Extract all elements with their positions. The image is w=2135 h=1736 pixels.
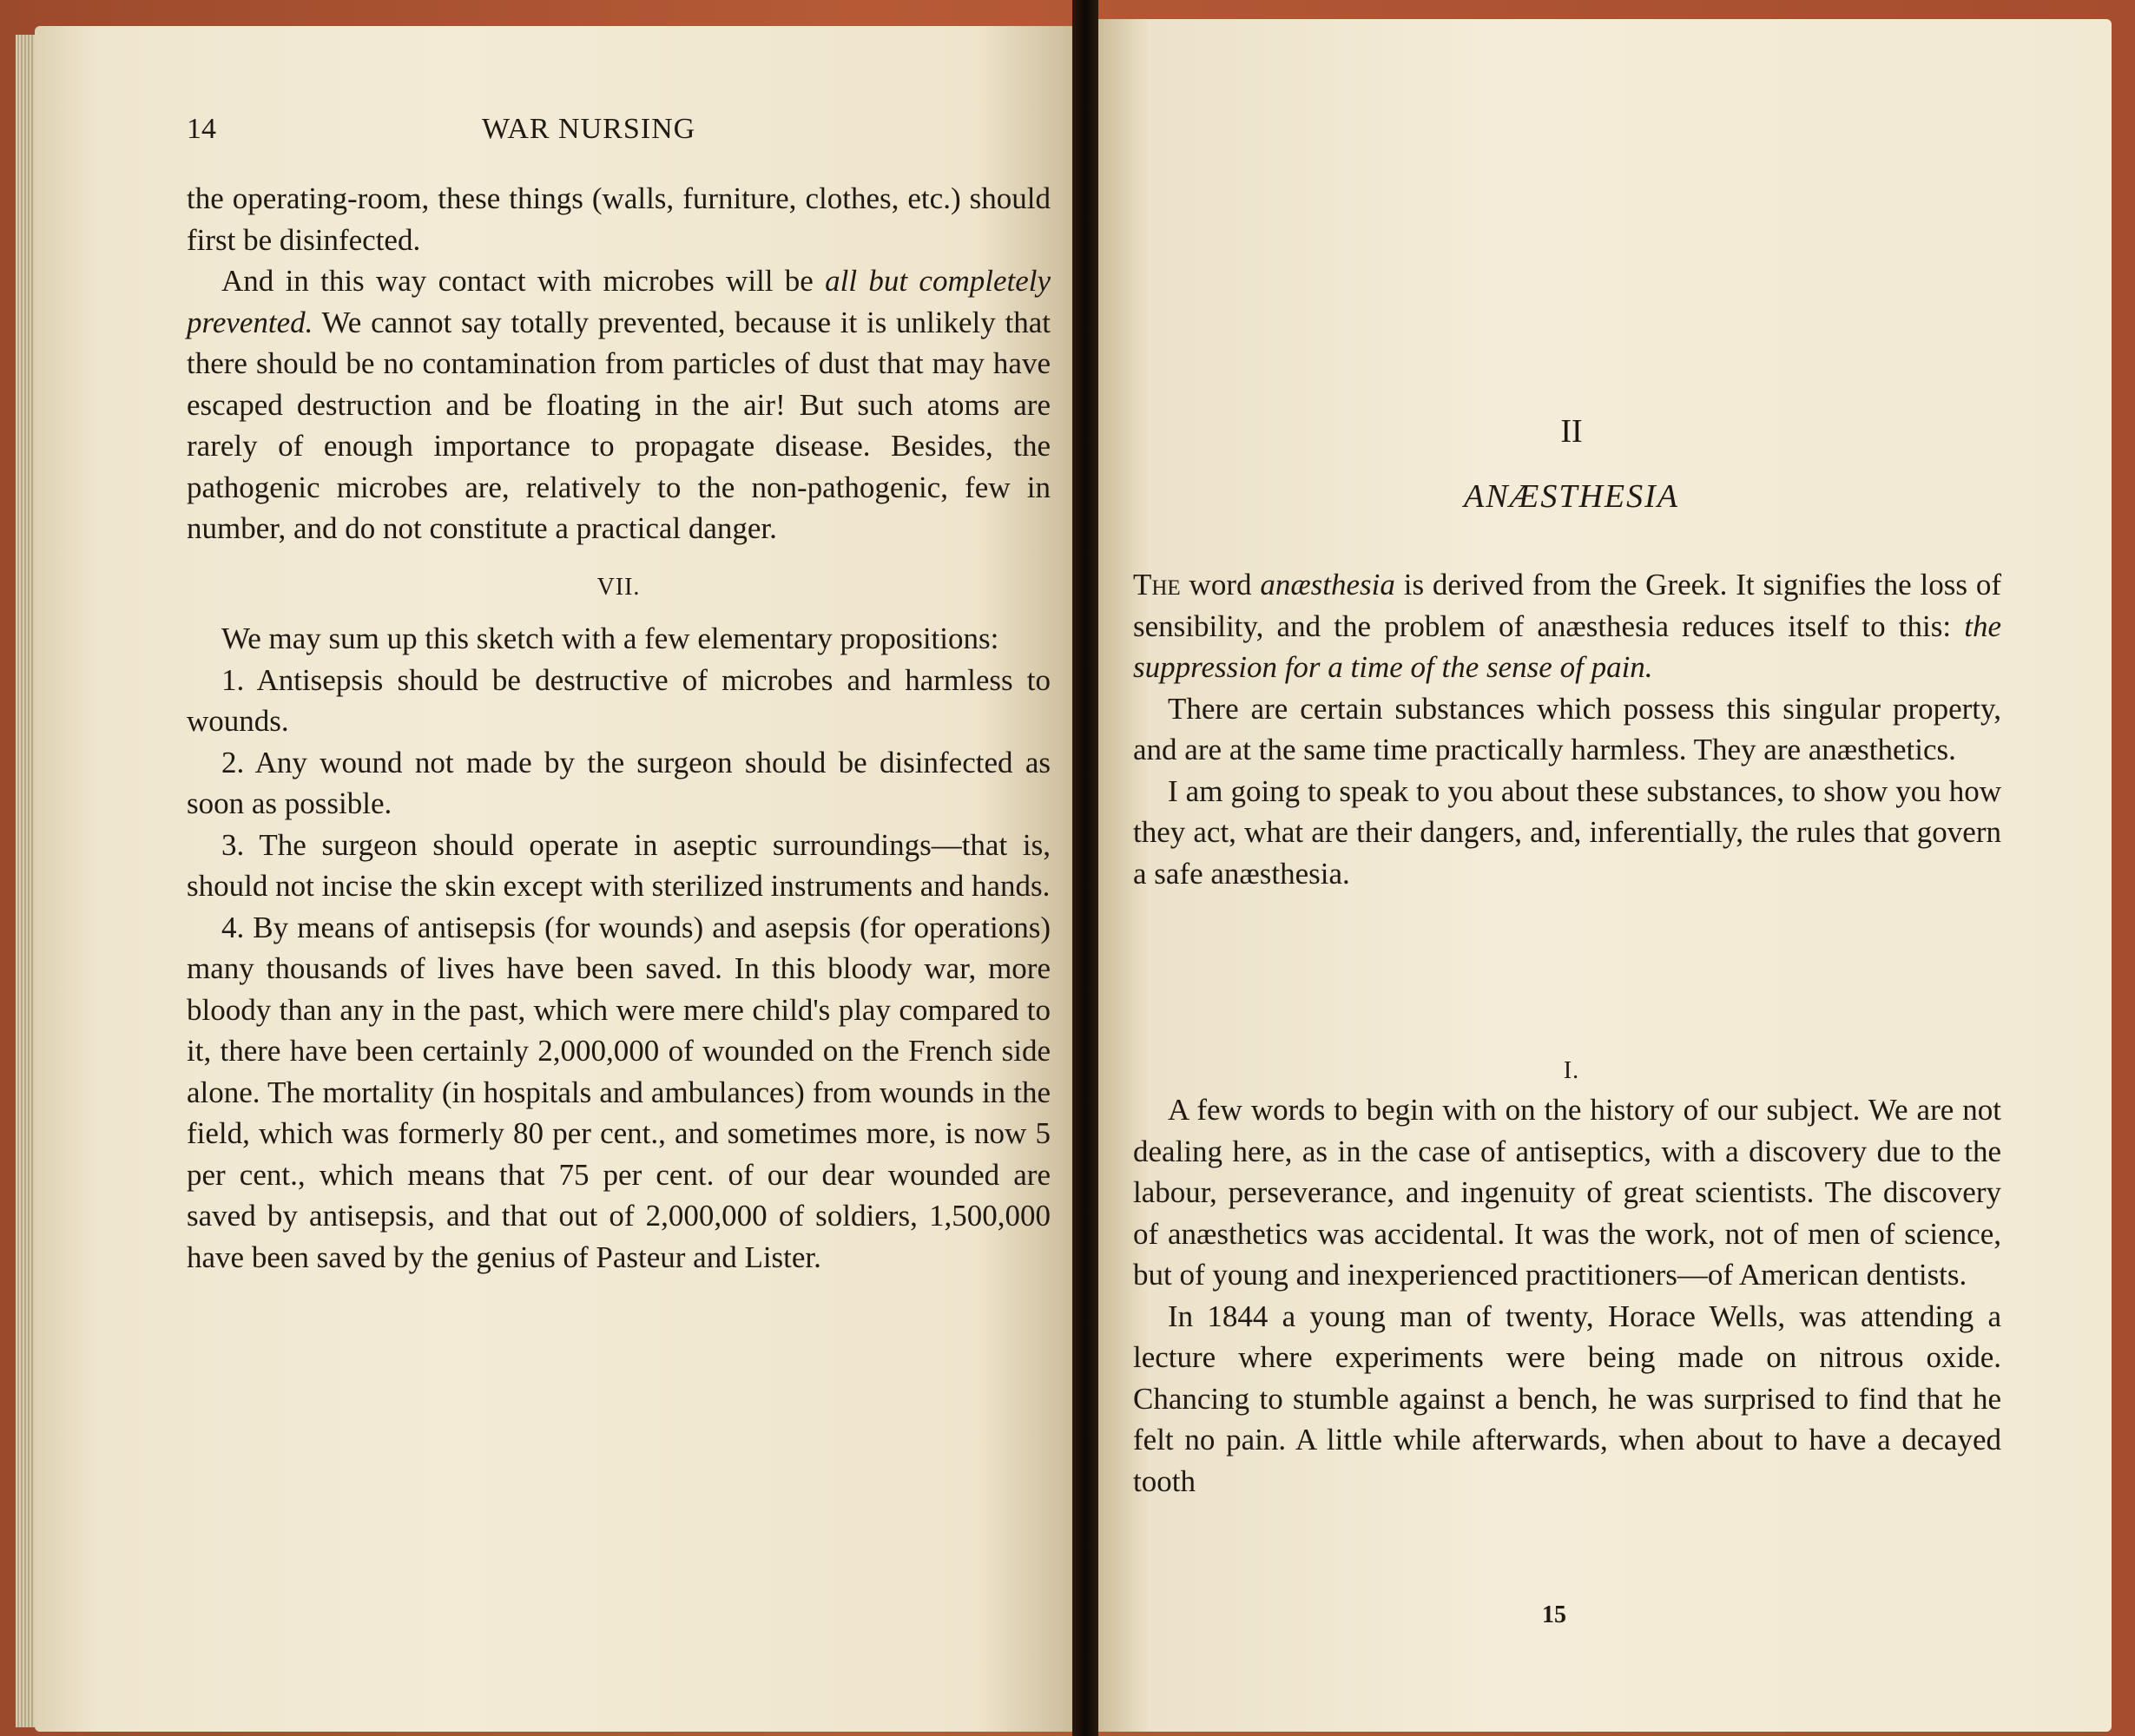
list-item: 1. Antisepsis should be destructive of microbes and harmless to wounds. bbox=[187, 662, 1051, 738]
text-run: word bbox=[1180, 568, 1261, 602]
lead-word: The bbox=[1133, 568, 1181, 602]
emphasis: the suppression for a time of the sense of pain. bbox=[1133, 608, 2001, 684]
running-head: WAR NURSING bbox=[482, 113, 696, 145]
list-item: 2. Any wound not made by the surgeon should be disinfected as soon as possible. bbox=[187, 745, 1051, 820]
emphasis: anæsthesia bbox=[1260, 568, 1395, 602]
left-page-text bbox=[187, 178, 1051, 1278]
paragraph bbox=[1133, 564, 2001, 688]
left-page-header bbox=[187, 113, 1020, 148]
paragraph: the operating-room, these things (walls, furniture, clothes, etc.) should first be disinfected. bbox=[187, 181, 1051, 257]
right-page-text-intro bbox=[1133, 564, 2001, 894]
emphasis: all but completely prevented. bbox=[187, 264, 1051, 339]
paragraph: We may sum up this sketch with a few elementary propositions: bbox=[221, 621, 999, 655]
book-gutter bbox=[1072, 0, 1098, 1736]
chapter-number: II bbox=[1560, 413, 1583, 450]
right-page-text-history bbox=[1133, 1089, 2001, 1502]
text-run: And in this way contact with microbes will be bbox=[221, 264, 826, 298]
paragraph: There are certain substances which possess this singular property, and are at the same time practically harmless. They are anæsthetics. bbox=[1133, 691, 2001, 766]
chapter-title: ANÆSTHESIA bbox=[1464, 478, 1679, 515]
paragraph: I am going to speak to you about these substances, to show you how they act, what are their dangers, and, inferentially, the rules that govern a safe anæsthesia. bbox=[1133, 773, 2001, 891]
page-number-left: 14 bbox=[187, 113, 216, 145]
page-number-right: 15 bbox=[1542, 1601, 1566, 1628]
paragraph bbox=[187, 260, 1051, 549]
paragraph: In 1844 a young man of twenty, Horace Wells, was attending a lecture where experiments were being made on nitrous oxide. Chancing to stumble against a bench, he was surprised to find that he felt no pain. A little while afterwards, when about to have a decayed tooth bbox=[1133, 1299, 2001, 1498]
text-run: is derived from the Greek. It signifies the loss of sensibility, and the problem of anæsthesia reduces itself to this: bbox=[1133, 568, 2001, 643]
section-heading: I. bbox=[1563, 1057, 1580, 1084]
paragraph: A few words to begin with on the history of our subject. We are not dealing here, as in the case of antiseptics, with a discovery due to the labour, perseverance, and ingenuity of great scientists. The discovery of anæsthetics was accidental. It was the work, not of men of science, but of young and inexperienced practitioners—of American dentists. bbox=[1133, 1093, 2001, 1292]
text-run: We cannot say totally prevented, because it is unlikely that there should be no contamination from particles of dust that may have escaped destruction and be floating in the air! But such atoms are rarely of enough importance to propagate disease. Besides, the pathogenic microbes are, relatively to the non-pathogenic, few in number, and do not constitute a practical danger. bbox=[187, 305, 1051, 545]
section-heading: VII. bbox=[596, 573, 641, 601]
list-item: 3. The surgeon should operate in aseptic surroundings—that is, should not incise the skin except with sterilized instruments and hands. bbox=[187, 827, 1051, 903]
list-item: 4. By means of antisepsis (for wounds) and asepsis (for operations) many thousands of lives have been saved. In this bloody war, more bloody than any in the past, which were mere child's play compared to it, there have been certainly 2,000,000 of wounded on the French side alone. The mortality (in hospitals and ambulances) from wounds in the field, which was formerly 80 per cent., and sometimes more, is now 5 per cent., which means that 75 per cent. of our dear wounded are saved by antisepsis, and that out of 2,000,000 of soldiers, 1,500,000 have been saved by the genius of Pasteur and Lister. bbox=[187, 910, 1051, 1274]
